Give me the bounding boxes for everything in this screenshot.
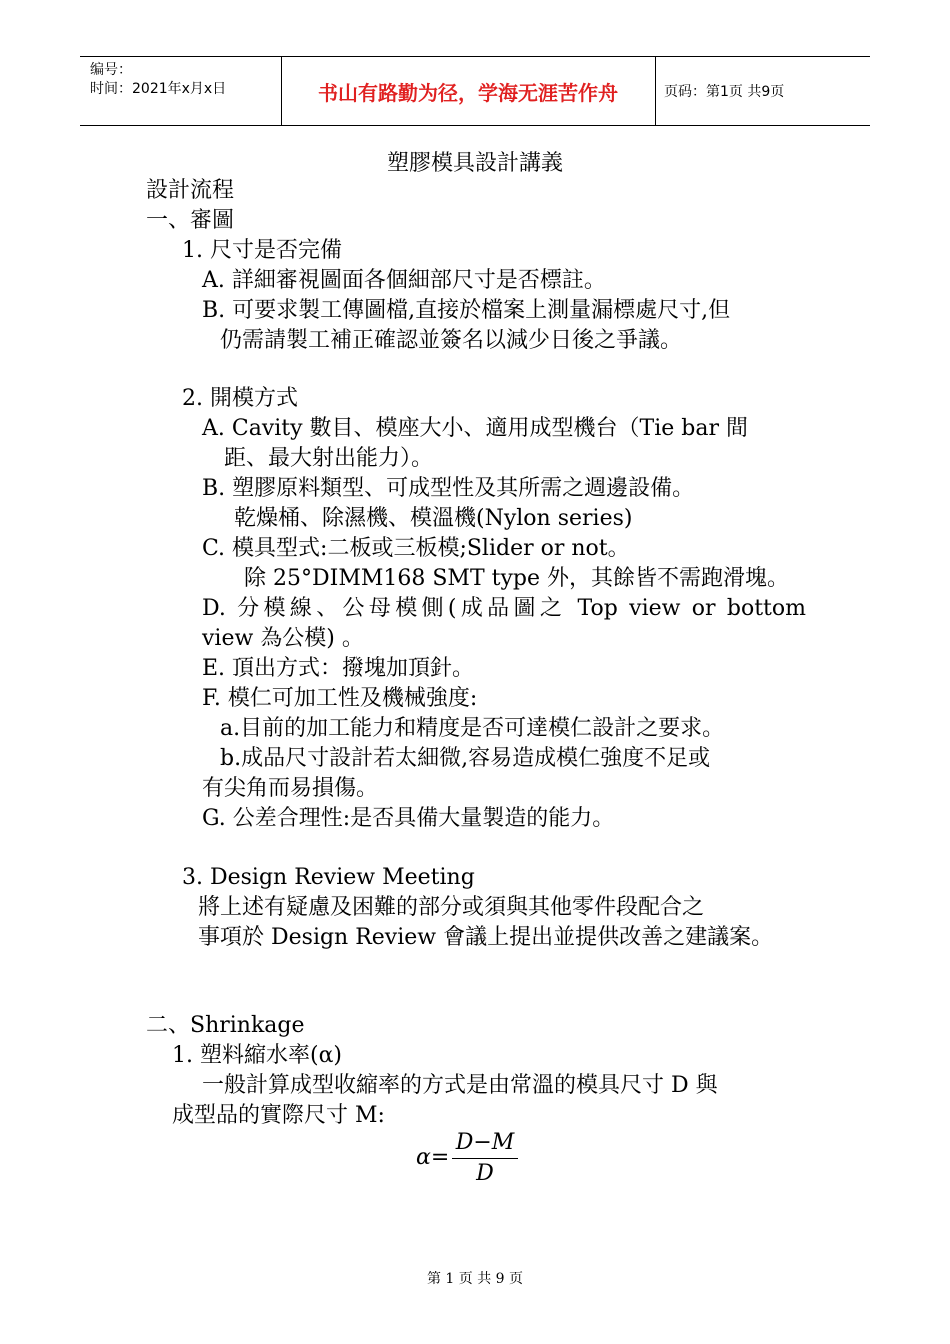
paragraph-line: A. Cavity 數目、模座大小、適用成型機台（Tie bar 間 xyxy=(202,416,748,441)
header-table xyxy=(80,56,870,126)
paragraph-line: B. 可要求製工傳圖檔,直接於檔案上測量漏標處尺寸,但 xyxy=(202,298,731,323)
time-label: 时间：2021年x月x日 xyxy=(90,81,227,97)
paragraph-line: 除 25°DIMM168 SMT type 外，其餘皆不需跑滑塊。 xyxy=(244,566,789,591)
paragraph-line: E. 頂出方式：撥塊加頂針。 xyxy=(202,656,475,681)
paragraph-line: 仍需請製工補正確認並簽名以減少日後之爭議。 xyxy=(220,328,683,353)
formula-numerator: D−M xyxy=(455,1130,515,1155)
section-heading: 設計流程 xyxy=(146,178,235,203)
paragraph-line: A. 詳細審視圖面各個細部尺寸是否標註。 xyxy=(202,268,606,293)
fraction-bar xyxy=(452,1158,518,1159)
formula-fraction xyxy=(452,1130,518,1187)
paragraph-line: 有尖角而易損傷。 xyxy=(202,776,379,801)
item-heading: 1. 尺寸是否完備 xyxy=(182,238,342,263)
paragraph-line: F. 模仁可加工性及機械強度: xyxy=(202,686,478,711)
formula-denominator: D xyxy=(476,1161,494,1186)
header-motto: 书山有路勤为径，学海无涯苦作舟 xyxy=(318,80,618,105)
paragraph-line: b.成品尺寸設計若太細微,容易造成模仁強度不足或 xyxy=(220,746,711,771)
header-meta xyxy=(80,57,280,125)
paragraph-line: 距、最大射出能力）。 xyxy=(224,446,434,471)
header-page-info: 页码：第1页 共9页 xyxy=(664,84,785,100)
paragraph-line: a.目前的加工能力和精度是否可達模仁設計之要求。 xyxy=(220,716,725,741)
paragraph-line: 將上述有疑慮及困難的部分或須與其他零件段配合之 xyxy=(198,895,705,920)
section-heading: 二、Shrinkage xyxy=(146,1013,305,1038)
item-heading: 2. 開模方式 xyxy=(182,386,298,411)
paragraph-line: 乾燥桶、除濕機、模溫機(Nylon series) xyxy=(234,506,633,531)
paragraph-line: view 為公模) 。 xyxy=(202,626,364,651)
paragraph-line: B. 塑膠原料類型、可成型性及其所需之週邊設備。 xyxy=(202,476,695,501)
paragraph-line: 成型品的實際尺寸 M: xyxy=(172,1103,385,1128)
paragraph-line: 事項於 Design Review 會議上提出並提供改善之建議案。 xyxy=(198,925,774,950)
formula-lhs: α= xyxy=(416,1145,450,1170)
document-title: 塑膠模具設計講義 xyxy=(386,151,563,176)
paragraph-line: D. 分模線、公母模側(成品圖之 Top view or bottom xyxy=(202,596,806,621)
section-heading: 一、審圖 xyxy=(146,208,235,233)
paragraph-line: 一般計算成型收縮率的方式是由常溫的模具尺寸 D 與 xyxy=(202,1073,718,1098)
paragraph-line: C. 模具型式:二板或三板模;Slider or not。 xyxy=(202,536,630,561)
paragraph-line: G. 公差合理性:是否具備大量製造的能力。 xyxy=(202,806,615,831)
item-heading: 3. Design Review Meeting xyxy=(182,865,475,890)
number-label: 编号： xyxy=(90,62,132,78)
page-footer: 第 1 页 共 9 页 xyxy=(426,1271,524,1287)
item-heading: 1. 塑料縮水率(α) xyxy=(172,1043,343,1068)
